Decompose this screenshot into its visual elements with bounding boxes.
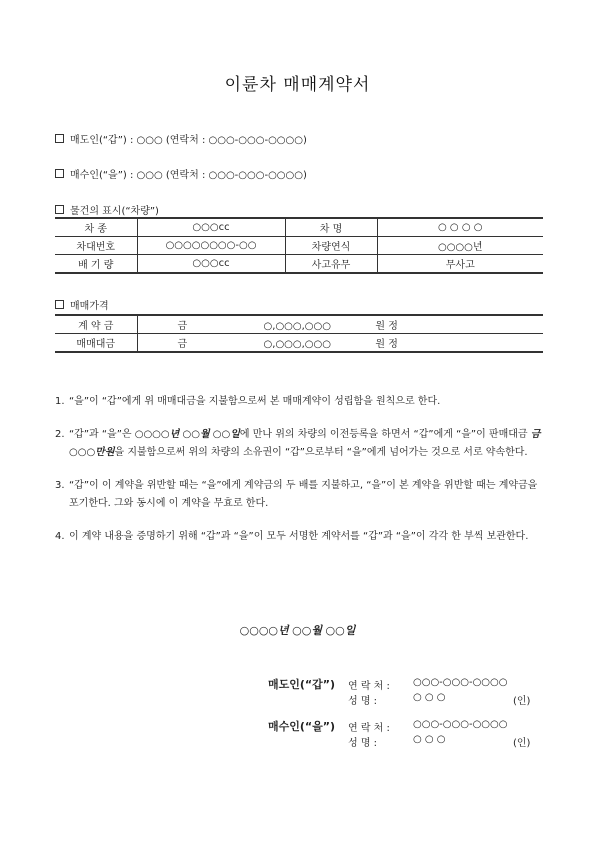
price-value: ○,○○○,○○○ [263,321,331,332]
price-amount-emphasis: 금 ○○○만원 [69,429,541,458]
date-month-unit: 월 [311,624,323,637]
table-cell: ○ ○ ○ ○ [377,218,543,237]
table-cell: ○○○cc [137,255,285,274]
clause-text: 이 계약 내용을 증명하기 위해 “갑”과 “을”이 모두 서명한 계약서를 “갑”과 “을”이 각각 한 부씩 보관한다. [69,531,529,542]
table-cell: 차대번호 [55,237,137,255]
table-cell: 차 명 [285,218,377,237]
date-month: ○○ [288,624,312,637]
buyer-text: 매수인(“을”) : ○○○ (연락처 : ○○○-○○○-○○○○) [70,170,307,181]
price-heading-text: 매매가격 [70,301,109,312]
table-cell: ○○○cc [137,218,285,237]
price-prefix: 금 [177,339,188,350]
clause-text: “을”이 “갑”에게 위 매매대금을 지불함으로써 본 매매계약이 성립함을 원칙으로 한다. [69,396,441,407]
clause-number: 4. [55,531,65,542]
seller-party-label: 매도인(“갑”) [268,678,336,691]
seal-mark: (인) [513,696,531,707]
clause-4 [55,528,545,546]
clause-text: ○○ [209,429,231,440]
date-year-unit: 년 [278,624,289,637]
checkbox-icon [55,134,64,143]
table-cell: ○○○○○○○○-○○ [137,237,285,255]
seller-line [55,131,307,146]
clause-text: 에 만나 위의 차량의 이전등록을 하면서 “갑”에게 “을”이 판매대금 [239,429,531,440]
contact-label: 연 락 처 : [348,723,390,734]
table-cell: 계 약 금 [55,315,137,334]
buyer-signature-block [268,718,543,754]
table-cell: 무사고 [377,255,543,274]
price-amount-cell [137,315,543,334]
clause-2 [55,426,545,462]
document-title: 이륜차 매매계약서 [224,75,371,95]
price-prefix: 금 [177,321,188,332]
buyer-line [55,166,307,181]
clause-number: 2. [55,429,65,440]
date-year: ○○○○ [239,624,279,637]
price-heading [55,297,109,312]
checkbox-icon [55,169,64,178]
price-amount-cell [137,334,543,353]
day-unit: 일 [230,429,240,440]
contract-clauses [55,393,545,561]
seller-signature-block [268,676,543,712]
table-row [55,218,543,237]
price-suffix: 원 정 [375,339,398,350]
clause-text: 을 지불함으로써 위의 차량의 소유권이 “갑”으로부터 “을”에게 넘어가는 것으로 서로 약속한다. [114,447,528,458]
table-cell: 배 기 량 [55,255,137,274]
table-cell: 차량연식 [285,237,377,255]
clause-text: ○○ [179,429,200,440]
table-row [55,255,543,274]
table-cell: 사고유무 [285,255,377,274]
price-table [55,314,543,353]
table-cell: 매매대금 [55,334,137,353]
contact-value: ○○○-○○○-○○○○ [413,677,508,688]
contact-value: ○○○-○○○-○○○○ [413,719,508,730]
seller-text: 매도인(“갑”) : ○○○ (연락처 : ○○○-○○○-○○○○) [70,135,307,146]
clause-text: “갑”과 “을”은 ○○○○ [69,429,170,440]
table-cell: ○○○○년 [377,237,543,255]
buyer-party-label: 매수인(“을”) [268,720,336,733]
clause-3 [55,477,545,513]
table-row [55,334,543,353]
date-day: ○○ [322,624,345,637]
checkbox-icon [55,205,64,214]
price-value: ○,○○○,○○○ [263,339,331,350]
contact-label: 연 락 처 : [348,681,390,692]
clause-number: 1. [55,396,65,407]
vehicle-table [55,217,543,274]
clause-number: 3. [55,480,65,491]
seal-mark: (인) [513,738,531,749]
item-heading [55,202,159,217]
date-day-unit: 일 [344,624,356,637]
clause-text: “갑”이 이 계약을 위반할 때는 “을”에게 계약금의 두 배를 지불하고, “을”이 본 계약을 위반할 때는 계약금을 포기한다. 그와 동시에 이 계약을 무효로 한다. [69,480,538,509]
checkbox-icon [55,300,64,309]
name-label: 성 명 : [348,696,378,707]
table-row [55,315,543,334]
table-cell: 차 종 [55,218,137,237]
price-suffix: 원 정 [375,321,398,332]
month-unit: 월 [199,429,210,440]
year-unit: 년 [169,429,180,440]
name-value: ○ ○ ○ [413,692,446,703]
clause-1 [55,393,545,411]
contract-date [0,622,595,638]
table-row [55,237,543,255]
name-value: ○ ○ ○ [413,734,446,745]
name-label: 성 명 : [348,738,378,749]
item-heading-text: 물건의 표시(“차량”) [70,206,159,217]
